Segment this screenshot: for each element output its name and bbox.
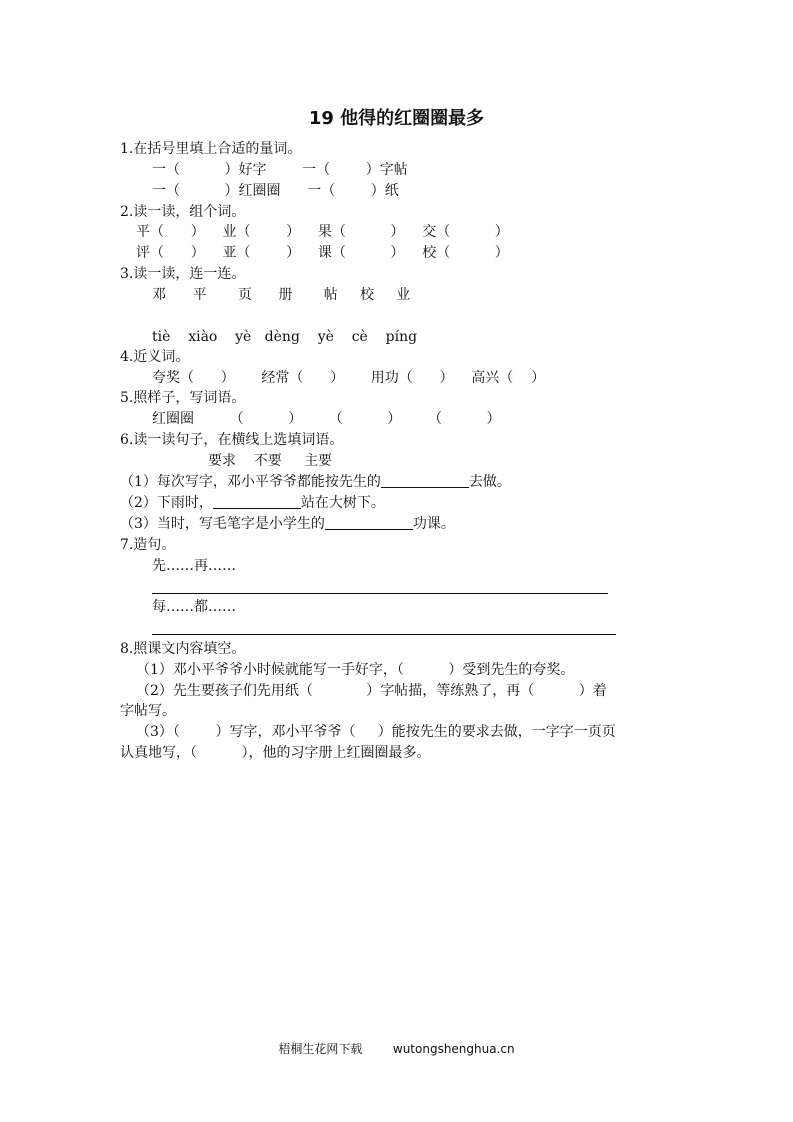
q7-heading: 7.造句。: [120, 537, 176, 553]
q6-sentence-3: [120, 515, 455, 533]
q2-row2: 评（ ） 亚（ ） 课（ ） 校（ ）: [136, 245, 509, 261]
q7-answer-line-2[interactable]: [152, 634, 616, 635]
q4-heading: 4.近义词。: [120, 349, 190, 365]
q7-pattern-1: 先……再……: [152, 558, 236, 574]
q6-s3-post: 功课。: [412, 516, 455, 532]
q8-heading: 8.照课文内容填空。: [120, 641, 246, 657]
q1-row1: 一（ ）好字 一（ ）字帖: [152, 162, 408, 178]
q7-pattern-2: 每……都……: [152, 599, 236, 615]
q6-s3-blank[interactable]: [325, 515, 413, 530]
q5-heading: 5.照样子，写词语。: [120, 390, 246, 406]
q6-s2-blank[interactable]: [213, 494, 301, 509]
q6-sentence-1: [120, 473, 511, 491]
q6-s2-pre: （2）下雨时，: [120, 495, 213, 511]
q3-pinyin: tiè xiào yè dèng yè cè píng: [152, 329, 418, 345]
q3-heading: 3.读一读，连一连。: [120, 266, 246, 282]
q6-sentence-2: [120, 494, 385, 512]
q8-line-3: 字帖写。: [120, 703, 176, 719]
q2-heading: 2.读一读，组个词。: [120, 204, 246, 220]
q5-row1: 红圈圈 （ ） （ ） （ ）: [152, 411, 501, 427]
q8-line-5: 认真地写，（ ），他的习字册上红圈圈最多。: [120, 745, 431, 761]
q4-row1: 夸奖（ ） 经常（ ） 用功（ ） 高兴（ ）: [152, 370, 546, 386]
q8-line-2: （2）先生要孩子们先用纸（ ）字帖描，等练熟了，再（ ）着: [136, 683, 607, 699]
q6-s2-post: 站在大树下。: [300, 495, 385, 511]
q8-line-4: （3）（ ）写字，邓小平爷爷（ ）能按先生的要求去做，一字字一页页: [136, 724, 616, 740]
q6-s1-pre: （1）每次写字，邓小平爷爷都能按先生的: [120, 474, 381, 490]
q2-row1: 平（ ） 业（ ） 果（ ） 交（ ）: [136, 224, 509, 240]
q6-s1-post: 去做。: [468, 474, 511, 490]
page-title: 19 他得的红圈圈最多: [308, 108, 485, 129]
q1-heading: 1.在括号里填上合适的量词。: [120, 141, 302, 157]
q1-row2: 一（ ）红圈圈 一（ ）纸: [152, 183, 399, 199]
q6-s3-pre: （3）当时，写毛笔字是小学生的: [120, 516, 325, 532]
q6-s1-blank[interactable]: [381, 473, 469, 488]
q6-options: 要求 不要 主要: [208, 453, 333, 469]
q7-answer-line-1[interactable]: [152, 593, 608, 594]
q8-line-1: （1）邓小平爷爷小时候就能写一手好字，（ ）受到先生的夸奖。: [136, 662, 575, 678]
footer-source: 梧桐生花网下载 wutongshenghua.cn: [278, 1042, 515, 1056]
q6-heading: 6.读一读句子，在横线上选填词语。: [120, 432, 344, 448]
q3-chars: 邓 平 页 册 帖 校 业: [152, 287, 411, 303]
